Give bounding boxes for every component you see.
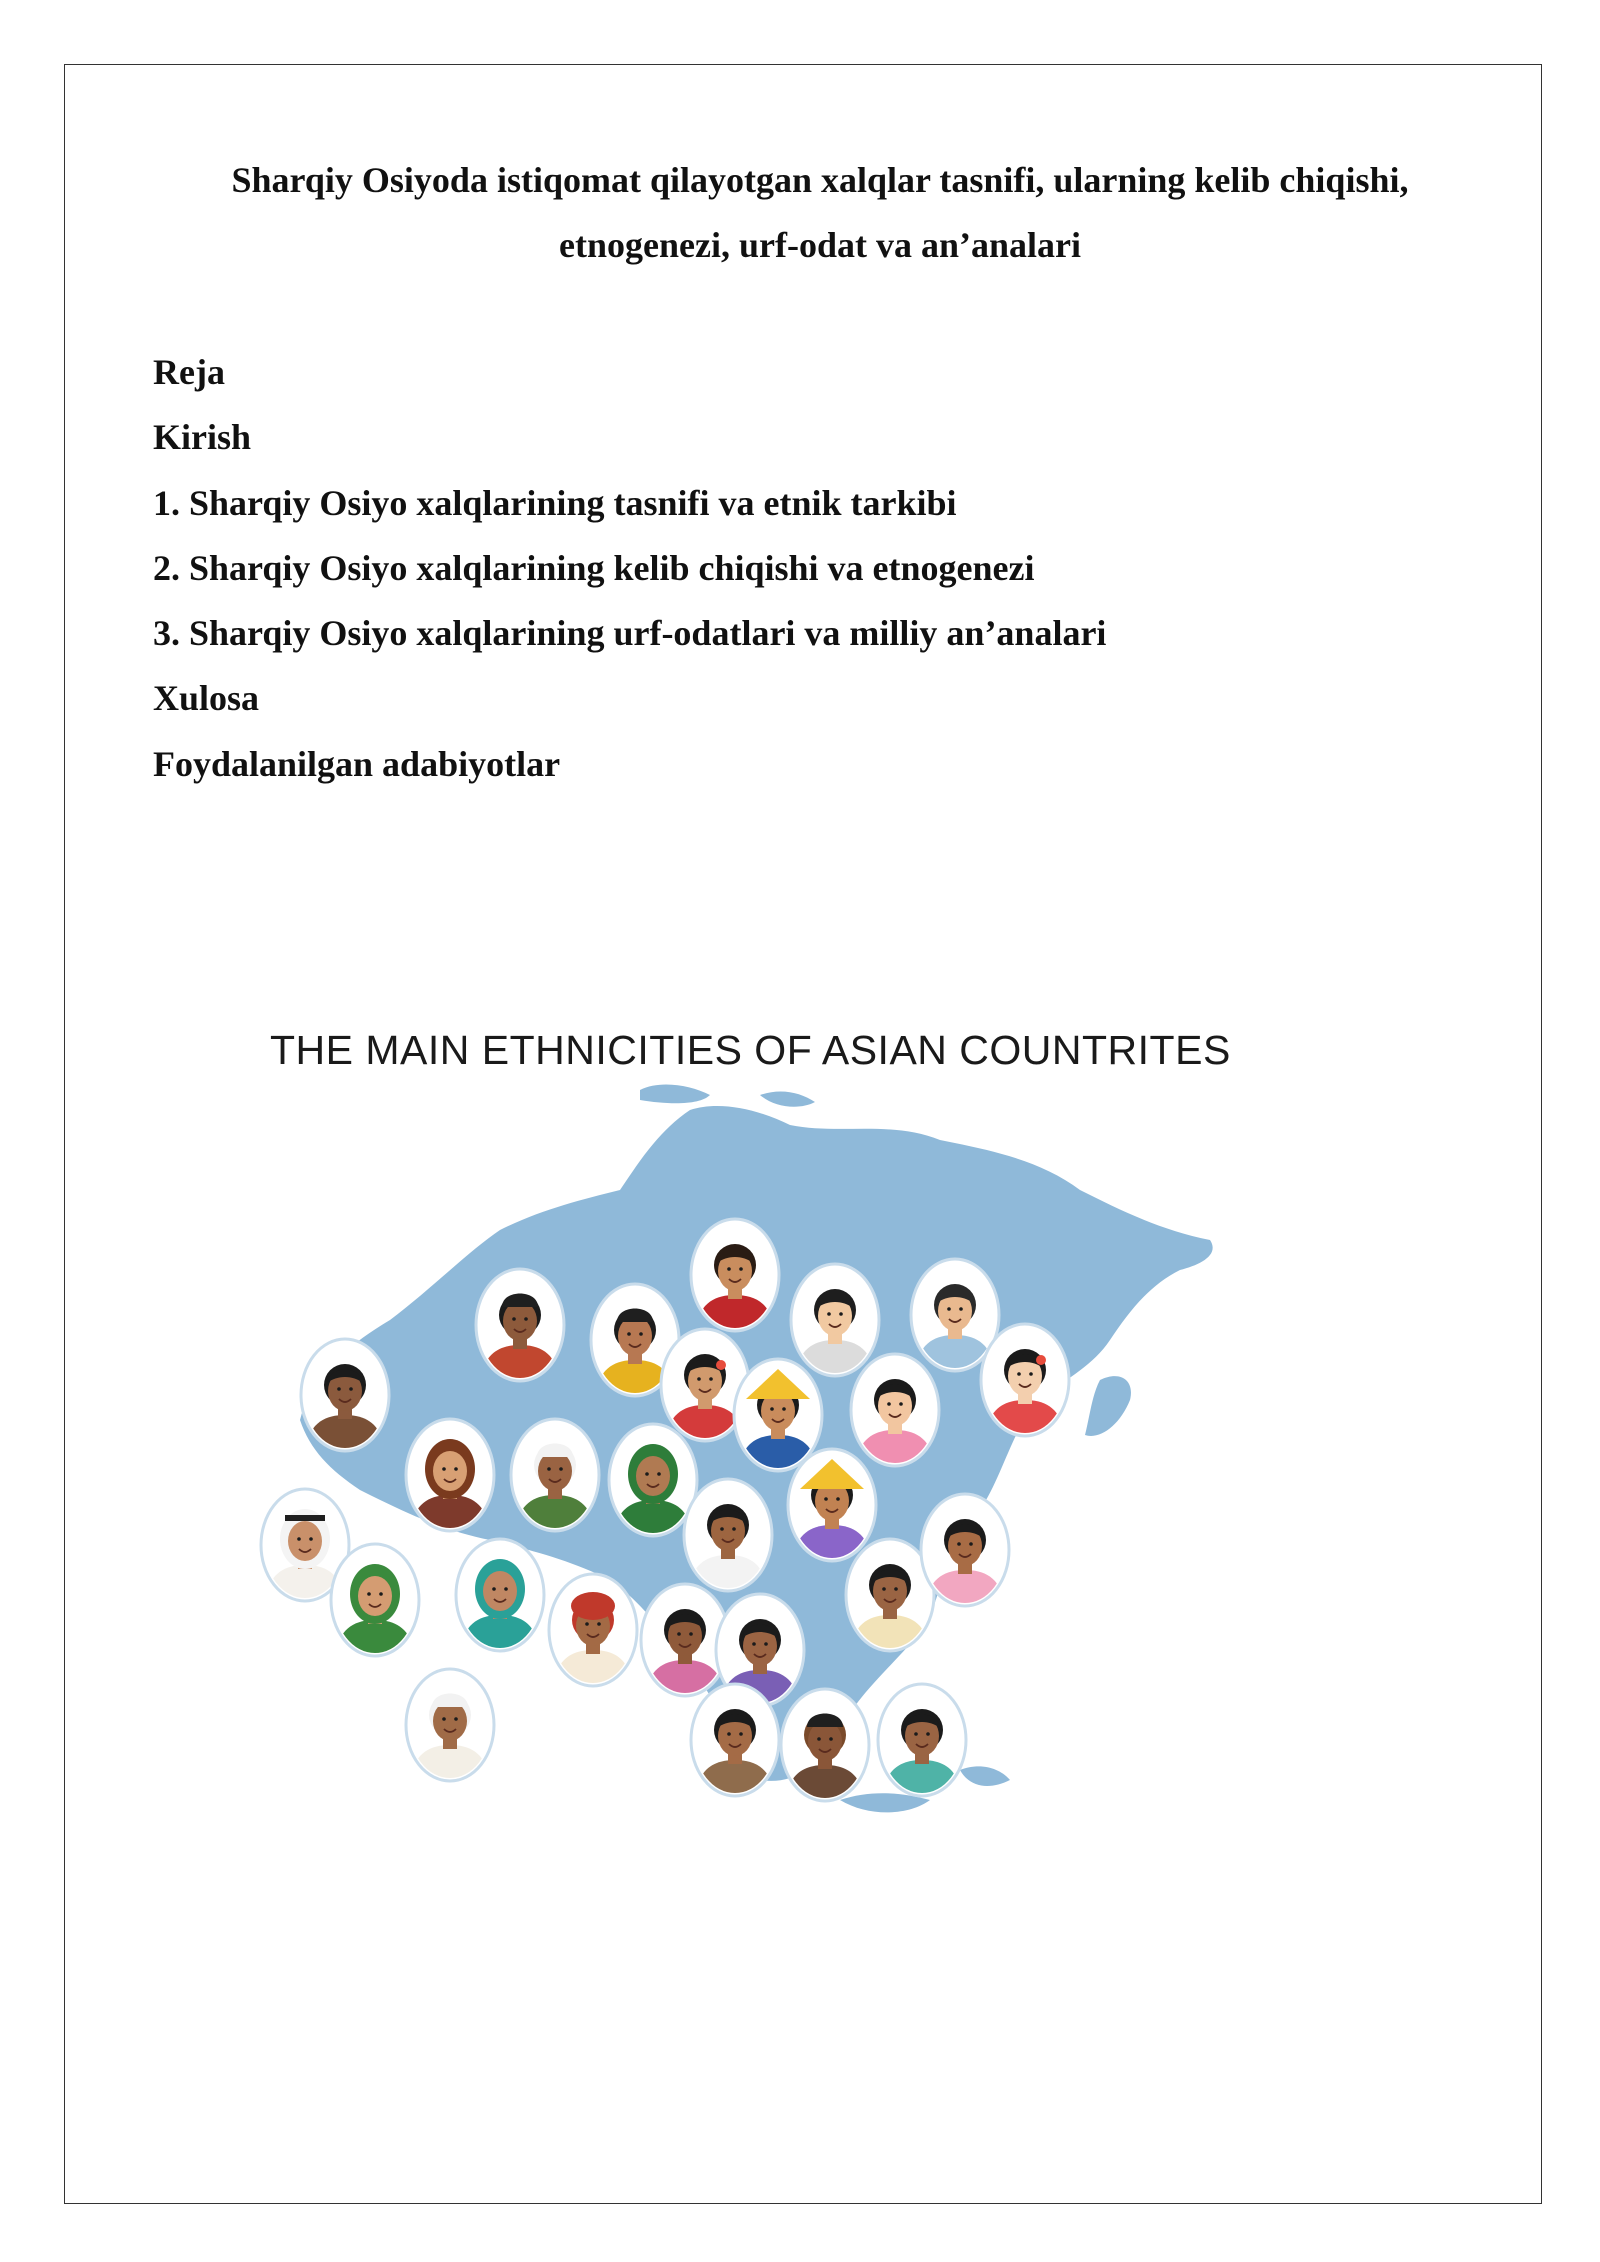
avatar-hair-flower	[716, 1360, 726, 1370]
outline-list	[153, 340, 1453, 797]
avatar-face	[288, 1521, 322, 1561]
outline-heading-reja: Reja	[153, 352, 225, 392]
avatar-hair-flower	[1036, 1355, 1046, 1365]
avatar-turban	[571, 1592, 615, 1620]
japan-islands	[1085, 1376, 1131, 1436]
person-avatar	[781, 1689, 869, 1805]
person-avatar	[331, 1544, 419, 1660]
arctic-islands	[640, 1085, 815, 1107]
avatar-face	[358, 1576, 392, 1616]
person-avatar	[406, 1669, 494, 1785]
avatar-face	[636, 1456, 670, 1496]
avatar-face	[483, 1571, 517, 1611]
infographic-caption: THE MAIN ETHNICITIES OF ASIAN COUNTRITES	[270, 1027, 1231, 1073]
person-avatar	[456, 1539, 544, 1655]
outline-item-adabiyotlar: Foydalanilgan adabiyotlar	[153, 743, 561, 784]
person-avatar	[549, 1574, 637, 1690]
outline-item-1: 1. Sharqiy Osiyo xalqlarining tasnifi va etnik tarkibi	[153, 482, 957, 523]
outline-item-3: 3. Sharqiy Osiyo xalqlarining urf-odatlari va milliy an’analari	[153, 613, 1107, 654]
ethnicity-avatars	[261, 1219, 1069, 1805]
outline-item-2: 2. Sharqiy Osiyo xalqlarining kelib chiqishi va etnogenezi	[153, 547, 1035, 588]
person-avatar	[878, 1684, 966, 1800]
ethnicities-infographic	[240, 1010, 1260, 1830]
asia-map-illustration	[240, 1080, 1260, 1840]
avatar-face	[433, 1451, 467, 1491]
avatar-agal	[285, 1515, 325, 1521]
outline-item-xulosa: Xulosa	[153, 678, 260, 719]
document-title: Sharqiy Osiyoda istiqomat qilayotgan xalqlar tasnifi, ularning kelib chiqishi, etnogenezi, urf-odat va an’analari	[231, 160, 1409, 265]
person-avatar	[691, 1684, 779, 1800]
outline-item-kirish: Kirish	[153, 417, 252, 458]
